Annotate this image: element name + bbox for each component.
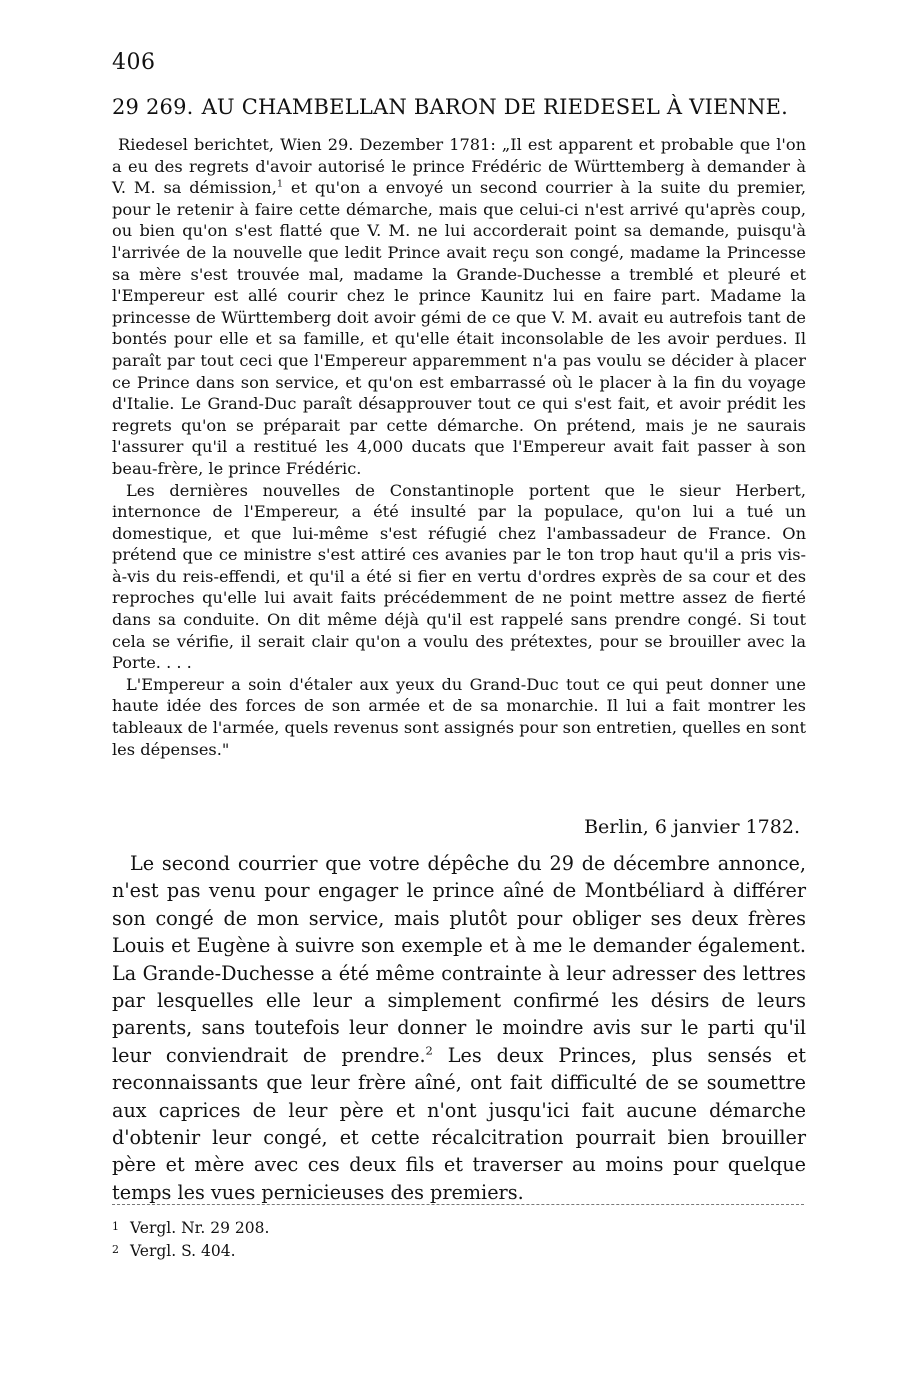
letter-text-rest: Les deux Princes, plus sensés et reconnaissants que leur frère aîné, ont fait difficulté de se soumettre aux caprices de leur père et n'ont jusqu'ici fait aucune démarche d'obtenir leur congé, et cette récalcitration pourrait bien brouiller père et mère avec ces deux fils et traverser au moins pour quelque temps les vues pernicieuses des premiers. <box>112 1043 806 1204</box>
letter-text: Le second courrier que votre dépêche du 29 de décembre annonce, n'est pas venu pour engager le prince aîné de Montbéliard à différer son congé de mon service, mais plutôt pour obliger ses deux frères Louis et Eugène à suivre son exemple et à me le demander également. La Grande-Duchesse a été même contrainte à leur adresser des lettres par lesquelles elle leur a simplement confirmé les désirs de leurs parents, sans toutefois leur donner le moindre avis sur le parti qu'il leur conviendrait de prendre. <box>112 852 806 1067</box>
footnote-ref-2: 2 <box>425 1043 433 1058</box>
letter-title: AU CHAMBELLAN BARON DE RIEDESEL À VIENNE. <box>201 95 789 119</box>
letter-number: 29 269. <box>112 95 194 119</box>
quote-paragraph-1-text: Riedesel berichtet, Wien 29. Dezember 1781: „Il est apparent et probable que l'on a eu des regrets d'avoir autorisé le prince Frédéric de Württemberg à demander à V. M. sa démission, <box>112 135 806 198</box>
footnote-2 <box>112 1239 806 1262</box>
quote-paragraph-1-rest: et qu'on a envoyé un second courrier à la suite du premier, pour le retenir à faire cette démarche, mais que celui-ci n'est arrivé qu'après coup, ou bien qu'on s'est flatté que V. M. ne lui accorderait point sa demande, puisqu'à l'arrivée de la nouvelle que ledit Prince avait reçu son congé, madame la Princesse sa mère s'est trouvée mal, madame la Grande-Duchesse a tremblé et pleuré et l'Empereur est allé courir chez le prince Kaunitz lui en faire part. Madame la princesse de Württemberg doit avoir gémi de ce que V. M. avait eu autrefois tant de bontés pour elle et sa famille, et qu'elle était inconsolable de les avoir perdues. Il paraît par tout ceci que l'Empereur apparemment n'a pas voulu se décider à placer ce Prince dans son service, et qu'on est embarrassé où le placer à la fin du voyage d'Italie. Le Grand-Duc paraît désapprouver tout ce qui s'est fait, et avoir prédit les regrets qu'on se préparait par cette démarche. On prétend, mais je ne saurais l'assurer qu'il a restitué les 4,000 ducats que l'Empereur avait fait passer à son beau-frère, le prince Frédéric. <box>112 178 806 478</box>
letter-paragraph <box>112 850 806 1206</box>
quote-paragraph-2: Les dernières nouvelles de Constantinople portent que le sieur Herbert, internonce de l'Empereur, a été insulté par la populace, qu'on lui a tué un domestique, et que lui-même s'est réfugié chez l'ambassadeur de France. On prétend que ce ministre s'est attiré ces avanies par le ton trop haut qu'il a pris vis-à-vis du reis-effendi, et qu'il a été si fier en vertu d'ordres exprès de sa cour et des reproches qu'elle lui avait faits précédemment de ne point mettre assez de fierté dans sa conduite. On dit même déjà qu'il est rappelé sans prendre congé. Si tout cela se vérifie, il serait clair qu'on a voulu des prétextes, pour se brouiller avec la Porte. . . . <box>112 480 806 673</box>
footnote-1 <box>112 1216 806 1239</box>
footnote-divider <box>112 1204 804 1205</box>
footnote-2-mark: 2 <box>112 1243 119 1256</box>
footnotes <box>112 1216 806 1262</box>
footnote-ref-1: 1 <box>276 178 284 190</box>
quote-paragraph-1 <box>112 134 806 480</box>
footnote-1-text: Vergl. Nr. 29 208. <box>130 1219 270 1237</box>
quote-paragraph-3: L'Empereur a soin d'étaler aux yeux du Grand-Duc tout ce qui peut donner une haute idée des forces de son armée et de sa monarchie. Il lui a fait montrer les tableaux de l'armée, quels revenus sont assignés pour son entretien, quelles en sont les dépenses." <box>112 674 806 759</box>
page-number: 406 <box>112 50 156 75</box>
report-quotation <box>112 134 806 760</box>
footnote-2-text: Vergl. S. 404. <box>130 1242 236 1260</box>
letter-heading <box>112 95 812 119</box>
footnote-1-mark: 1 <box>112 1220 119 1233</box>
dateline: Berlin, 6 janvier 1782. <box>584 816 800 838</box>
letter-body <box>112 850 806 1206</box>
